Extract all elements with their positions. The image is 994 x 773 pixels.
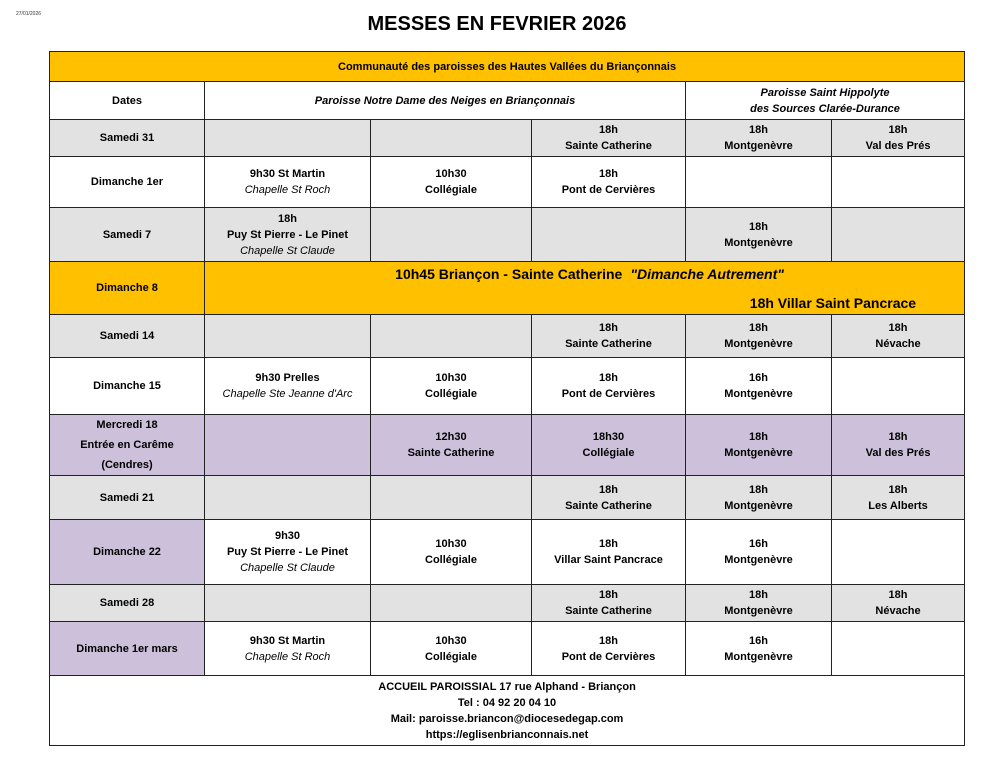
mass-cell (205, 585, 371, 622)
mass-location: Les Alberts (868, 499, 928, 512)
mass-location: Val des Prés (865, 447, 931, 459)
mass-cell (832, 520, 965, 585)
mass-time: 18h (599, 634, 618, 647)
footer-phone: Tel : 04 92 20 04 10 (457, 696, 557, 709)
mass-time: 18h30 (592, 431, 625, 443)
mass-cell (686, 315, 832, 358)
mass-location: Collégiale (425, 554, 477, 566)
mass-cell (371, 585, 532, 622)
mass-cell (832, 315, 965, 358)
mass-location: Collégiale (425, 388, 477, 400)
footer-email: Mail: paroisse.briancon@diocesedegap.com (390, 712, 624, 725)
mass-cell (371, 520, 532, 585)
mass-time: 18h (749, 431, 768, 443)
mass-location: Chapelle St Roch (244, 184, 331, 196)
mass-location: Sainte Catherine (565, 338, 652, 350)
mass-cell (832, 157, 965, 208)
mass-location: Pont de Cervières (561, 184, 656, 196)
mass-location: Puy St Pierre - Le Pinet (226, 228, 349, 241)
special-event-title: "Dimanche Autrement" (630, 265, 784, 282)
mass-location: Collégiale (425, 650, 477, 663)
schedule-row (50, 315, 965, 358)
mass-cell (371, 358, 532, 415)
mass-cell (371, 315, 532, 358)
mass-cell (205, 358, 371, 415)
mass-time: 18h (599, 322, 618, 334)
mass-time: 10h30 (435, 372, 467, 384)
mass-time: 10h30 (435, 538, 467, 550)
mass-cell (832, 585, 965, 622)
mass-location: Chapelle St Claude (240, 244, 335, 257)
mass-location: Villar Saint Pancrace (554, 554, 663, 566)
mass-cell (532, 120, 686, 157)
mass-cell (532, 476, 686, 520)
mass-time: 9h30 Prelles (255, 372, 320, 384)
mass-time: 18h (599, 538, 618, 550)
mass-location: Montgenèvre (724, 236, 793, 249)
schedule-row (50, 415, 965, 476)
mass-time: 10h30 (435, 634, 467, 647)
mass-cell (832, 358, 965, 415)
special-event-main: 10h45 Briançon - Sainte Catherine (395, 265, 623, 282)
mass-time: 9h30 (274, 530, 301, 542)
mass-location: Montgenèvre (724, 605, 793, 617)
mass-time: 18h (599, 124, 618, 136)
mass-cell (832, 476, 965, 520)
mass-time: 18h (888, 431, 908, 443)
mass-time: 9h30 St Martin (249, 634, 326, 647)
mass-location: Sainte Catherine (565, 140, 652, 152)
mass-time: 18h (888, 483, 908, 496)
mass-cell (832, 120, 965, 157)
schedule-row (50, 622, 965, 676)
mass-cell (532, 415, 686, 476)
mass-time: 18h (278, 212, 297, 225)
mass-time: 18h (888, 124, 908, 136)
mass-cell (686, 358, 832, 415)
mass-location: Val des Prés (865, 140, 931, 152)
row-date: Dimanche 8 (50, 262, 205, 315)
row-date: Dimanche 1er (50, 157, 205, 208)
row-date: Samedi 31 (50, 120, 205, 157)
mass-location: Sainte Catherine (407, 447, 495, 459)
mass-cell (532, 157, 686, 208)
parish-saint-hippolyte-header: Paroisse Saint Hippolyte des Sources Clarée-Durance (686, 82, 965, 120)
mass-cell (205, 315, 371, 358)
schedule-row (50, 476, 965, 520)
mass-cell (205, 622, 371, 676)
mass-time: 18h (599, 168, 618, 180)
mass-location: Chapelle St Roch (244, 650, 331, 663)
dates-header: Dates (50, 82, 205, 120)
mass-time: 9h30 St Martin (249, 168, 326, 180)
mass-cell (371, 120, 532, 157)
mass-time: 12h30 (435, 431, 467, 443)
mass-time: 18h (749, 483, 768, 496)
schedule-row (50, 585, 965, 622)
mass-schedule-table (49, 51, 965, 746)
mass-cell (371, 208, 532, 262)
footer-website: https://eglisenbrianconnais.net (425, 728, 589, 741)
mass-cell (205, 520, 371, 585)
mass-cell (205, 208, 371, 262)
row-date: Dimanche 1er mars (50, 622, 205, 676)
footer-address: ACCUEIL PAROISSIAL 17 rue Alphand - Briançon (378, 680, 636, 693)
mass-location: Chapelle Ste Jeanne d'Arc (222, 388, 353, 400)
mass-location: Sainte Catherine (565, 499, 652, 512)
parish-contact-footer (50, 676, 965, 746)
mass-cell (686, 476, 832, 520)
mass-cell (686, 415, 832, 476)
schedule-row (50, 208, 965, 262)
row-date: Samedi 14 (50, 315, 205, 358)
mass-location: Pont de Cervières (561, 650, 656, 663)
schedule-row (50, 520, 965, 585)
mass-location: Montgenèvre (724, 447, 793, 459)
mass-cell (532, 208, 686, 262)
mass-cell (205, 415, 371, 476)
mass-cell (205, 157, 371, 208)
mass-time: 18h (599, 372, 618, 384)
mass-time: 18h (749, 124, 768, 136)
parish-notre-dame-header: Paroisse Notre Dame des Neiges en Briançonnais (205, 82, 686, 120)
mass-cell (205, 476, 371, 520)
mass-time: 16h (749, 634, 768, 647)
row-date: Samedi 28 (50, 585, 205, 622)
row-date: Dimanche 15 (50, 358, 205, 415)
mass-cell (371, 157, 532, 208)
mass-location: Montgenèvre (724, 650, 793, 663)
mass-cell (686, 622, 832, 676)
schedule-row (50, 120, 965, 157)
mass-location: Névache (875, 338, 921, 350)
mass-location: Pont de Cervières (561, 388, 656, 400)
community-banner: Communauté des paroisses des Hautes Vallées du Briançonnais (50, 52, 965, 82)
mass-cell (371, 415, 532, 476)
mass-cell (686, 585, 832, 622)
mass-time: 16h (749, 372, 768, 384)
mass-cell (371, 476, 532, 520)
mass-cell (832, 622, 965, 676)
mass-time: 10h30 (435, 168, 467, 180)
special-event-evening: 18h Villar Saint Pancrace (749, 294, 917, 311)
mass-cell (686, 120, 832, 157)
page-title: MESSES EN FEVRIER 2026 (367, 13, 627, 35)
mass-cell (832, 415, 965, 476)
mass-location: Collégiale (582, 447, 635, 459)
mass-location: Montgenèvre (724, 338, 793, 350)
mass-cell (686, 208, 832, 262)
mass-cell (686, 520, 832, 585)
mass-time: 18h (599, 483, 618, 496)
mass-time: 18h (888, 322, 908, 334)
mass-cell (371, 622, 532, 676)
mass-time: 16h (749, 538, 768, 550)
mass-location: Montgenèvre (724, 499, 793, 512)
schedule-row-special (50, 262, 965, 315)
row-date: Dimanche 22 (50, 520, 205, 585)
mass-time: 18h (599, 589, 618, 601)
mass-location: Sainte Catherine (565, 605, 652, 617)
special-event-cell (205, 262, 965, 315)
mass-location: Montgenèvre (724, 140, 793, 152)
mass-location: Névache (875, 605, 921, 617)
mass-time: 18h (749, 589, 768, 601)
mass-location: Collégiale (425, 184, 477, 196)
mass-cell (686, 157, 832, 208)
mass-cell (532, 585, 686, 622)
mass-cell (532, 520, 686, 585)
mass-cell (532, 358, 686, 415)
mass-location: Montgenèvre (724, 554, 793, 566)
mass-location: Puy St Pierre - Le Pinet (226, 546, 349, 558)
mass-time: 18h (749, 322, 768, 334)
mass-time: 18h (749, 220, 768, 233)
schedule-row (50, 358, 965, 415)
mass-cell (205, 120, 371, 157)
mass-time: 18h (888, 589, 908, 601)
mass-location: Montgenèvre (724, 388, 793, 400)
row-date: Mercredi 18 Entrée en Carême (Cendres) (50, 415, 205, 476)
mass-location: Chapelle St Claude (240, 562, 335, 574)
mass-cell (832, 208, 965, 262)
print-date: 27/01/2026 (16, 11, 42, 17)
mass-cell (532, 622, 686, 676)
mass-cell (532, 315, 686, 358)
row-date: Samedi 21 (50, 476, 205, 520)
row-date: Samedi 7 (50, 208, 205, 262)
schedule-row (50, 157, 965, 208)
